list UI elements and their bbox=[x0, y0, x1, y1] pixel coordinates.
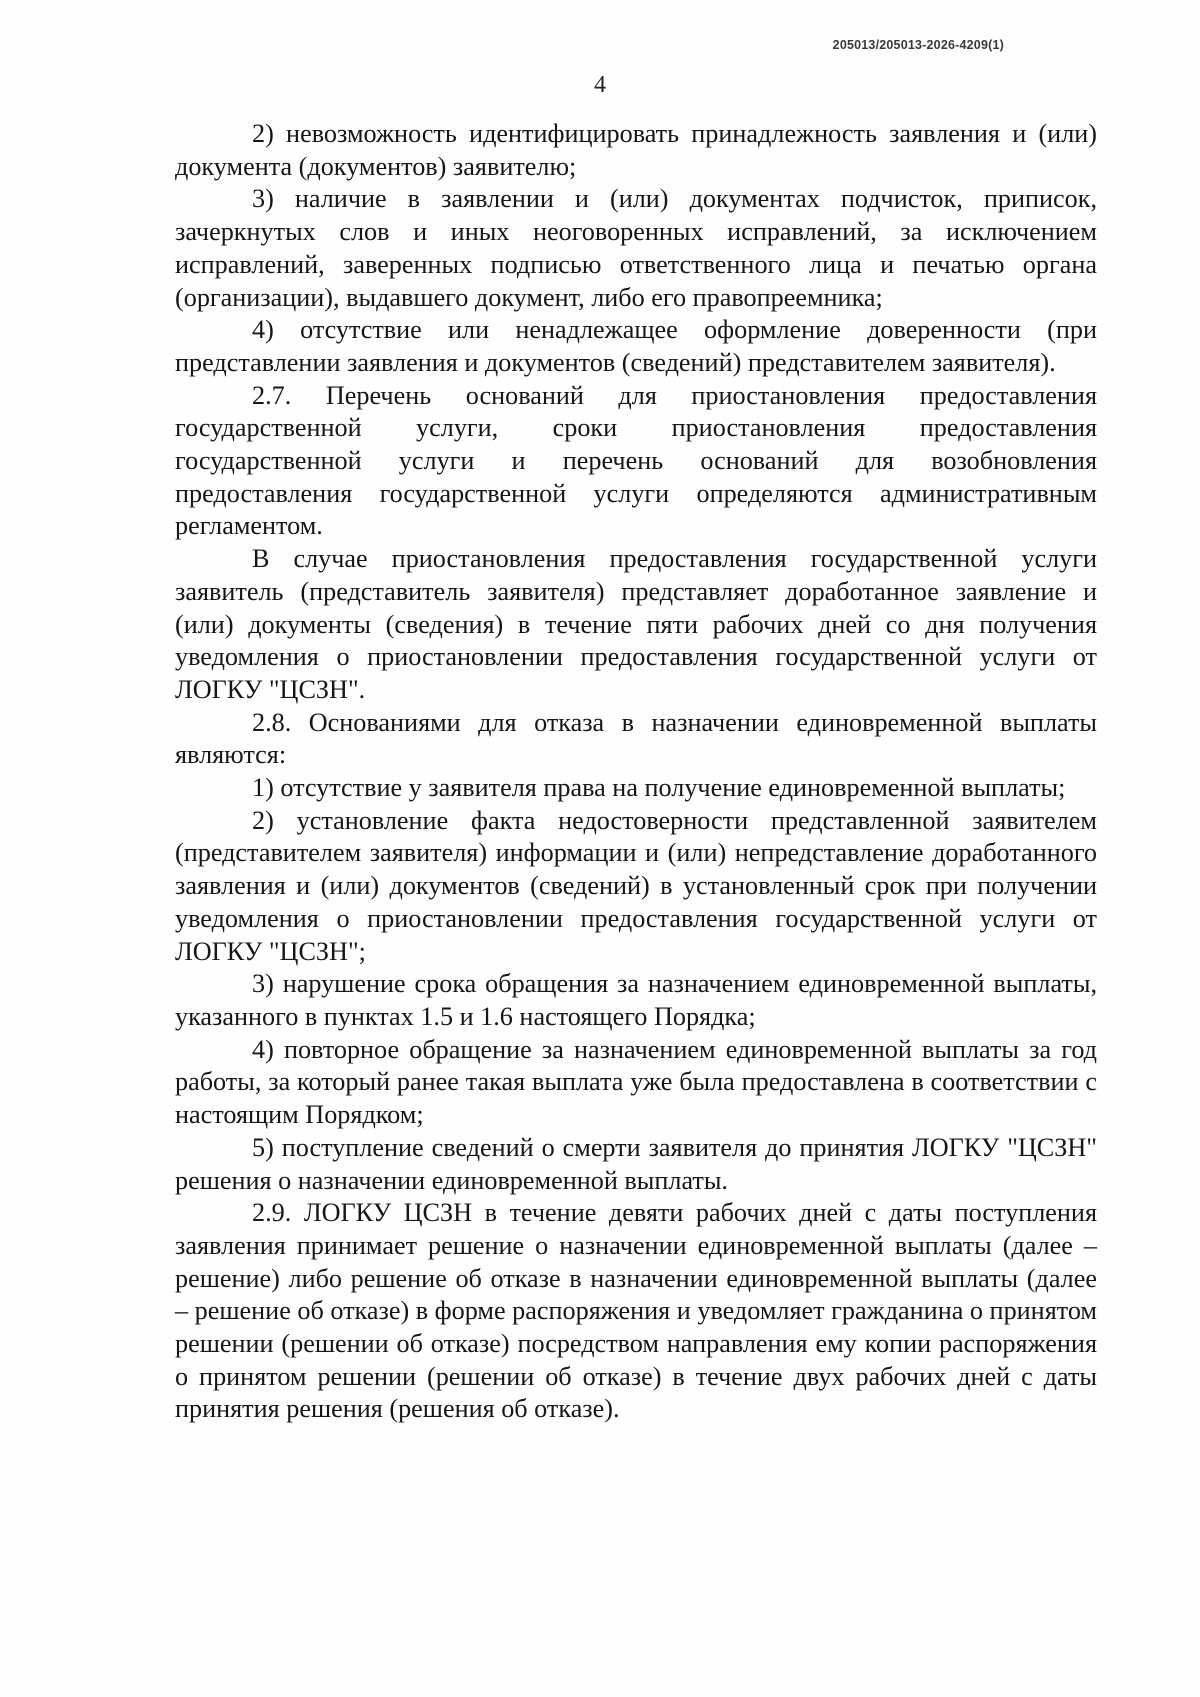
paragraph-refusal-1: 1) отсутствие у заявителя права на получение единовременной выплаты; bbox=[252, 773, 1066, 803]
paragraph-suspension-case: В случае приостановления предоставления государственной услуги заявитель (представитель заявителя) представляет доработанное заявление и (или) документы (сведения) в течение пяти рабочих дней со дня получения уведомления о приостановлении предоставления государственной услуги от ЛОГКУ "ЦСЗН". bbox=[175, 544, 1097, 704]
paragraph-section-2-9: 2.9. ЛОГКУ ЦСЗН в течение девяти рабочих дней с даты поступления заявления принимает решение о назначении единовременной выплаты (далее – решение) либо решение об отказе в назначении единовременной выплаты (далее – решение об отказе) в форме распоряжения и уведомляет гражданина о принятом решении (решении об отказе) посредством направления ему копии распоряжения о принятом решении (решении об отказе) в течение двух рабочих дней с даты принятия решения (решения об отказе). bbox=[175, 1198, 1097, 1424]
paragraph-refusal-2: 2) установление факта недостоверности представленной заявителем (представителем заявителя) информации и (или) непредставление доработанного заявления и (или) документов (сведений) в установленный срок при получении уведомления о приостановлении предоставления государственной услуги от ЛОГКУ "ЦСЗН"; bbox=[175, 805, 1097, 966]
paragraph-refusal-5: 5) поступление сведений о смерти заявителя до принятия ЛОГКУ "ЦСЗН" решения о назначении единовременной выплаты. bbox=[175, 1132, 1097, 1195]
paragraph-refusal-3: 3) нарушение срока обращения за назначением единовременной выплаты, указанного в пунктах 1.5 и 1.6 настоящего Порядка; bbox=[175, 969, 1097, 1031]
paragraph-section-2-7: 2.7. Перечень оснований для приостановления предоставления государственной услуги, сроки приостановления предоставления государственной услуги и перечень оснований для возобновления предоставления государственной услуги определяются административным регламентом. bbox=[175, 380, 1097, 541]
paragraph-item-2-identity: 2) невозможность идентифицировать принадлежность заявления и (или) документа (документов) заявителю; bbox=[175, 119, 1097, 181]
document-id: 205013/205013-2026-4209(1) bbox=[832, 38, 1004, 52]
page-number: 4 bbox=[594, 72, 606, 98]
paragraph-item-3-corrections: 3) наличие в заявлении и (или) документах подчисток, приписок, зачеркнутых слов и иных неоговоренных исправлений, за исключением исправлений, заверенных подписью ответственного лица и печатью органа (организации), выдавшего документ, либо его правопреемника; bbox=[175, 184, 1097, 312]
paragraph-item-4-power-of-attorney: 4) отсутствие или ненадлежащее оформление доверенности (при представлении заявления и документов (сведений) представителем заявителя). bbox=[175, 315, 1097, 377]
paragraph-refusal-4: 4) повторное обращение за назначением единовременной выплаты за год работы, за который ранее такая выплата уже была предоставлена в соответствии с настоящим Порядком; bbox=[175, 1034, 1097, 1130]
document-body bbox=[175, 118, 1097, 1426]
paragraph-section-2-8: 2.8. Основаниями для отказа в назначении единовременной выплаты являются: bbox=[175, 707, 1097, 770]
